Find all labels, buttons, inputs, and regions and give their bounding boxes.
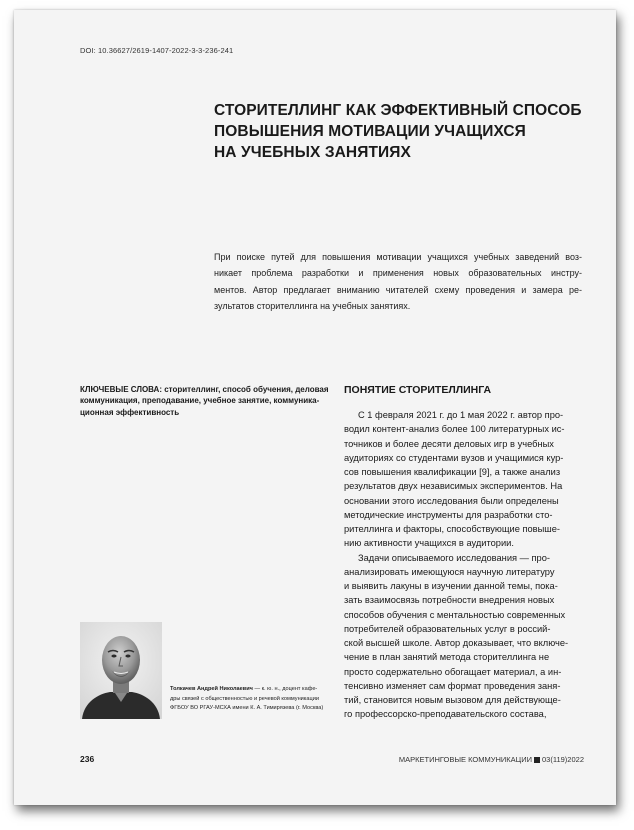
body-line: водил контент-анализ более 100 литературных ис- [344,424,565,435]
body-line: нию активности учащихся в аудитории. [344,538,514,549]
body-line: ской высшей школе. Автор доказывает, что включе- [344,638,569,648]
body-line: потребителей образовательных услуг в россий- [344,623,551,634]
journal-footer [399,755,584,764]
body-line: чение в план занятий метода сторителлинга не [344,652,550,663]
keywords-line: коммуникация, преподавание, учебное занятие, коммуника- [80,396,320,406]
journal-name: МАРКЕТИНГОВЫЕ КОММУНИКАЦИИ [398,755,533,764]
keywords-line: ционная эффективность [80,407,180,417]
body-line: и выявить лакуны в изучении данной темы, пока- [344,581,558,591]
author-portrait-icon [80,622,162,719]
body-line: аудиториях со студентами вузов и учащимися кур- [344,452,564,463]
body-line: Задачи описываемого исследования — про- [358,552,550,563]
author-photo [80,622,162,719]
abstract [214,249,582,314]
body-line: способов обучения с ментальностью современных [344,609,566,620]
doi-label: DOI: 10.36627/2619-1407-2022-3-3-236-241 [80,46,234,55]
body-line: анализировать имеющуюся научную литературу [344,566,555,577]
title-line: ПОВЫШЕНИЯ МОТИВАЦИИ УЧАЩИХСЯ [214,123,526,140]
caption-line [170,685,340,695]
keywords [80,384,330,418]
author-caption [170,685,340,714]
journal-page [14,10,616,805]
body-text [344,408,584,722]
author-degree: — к. ю. н., доцент кафе- [252,686,318,692]
body-line: результатов двух независимых экспериментов. На [344,481,563,492]
caption-line: ФГБОУ ВО РГАУ-МСХА имени К. А. Тимирязева (г. Москва) [170,705,324,712]
body-line: точников и более десяти деловых игр в учебных [344,438,554,449]
body-line: тенсивно изменяет сам формат проведения заня- [344,680,561,691]
abstract-line: зультатов сторителлинга на учебных занятиях. [214,300,411,311]
body-line: основании этого исследования были определены [344,495,559,506]
journal-issue: 03(119)2022 [542,755,584,764]
author-name: Толкачев Андрей Николаевич [170,686,253,692]
caption-line: дры связей с общественностью и речевой коммуникации [170,695,319,702]
body-line: рителлинга и факторы, способствующие повыше- [344,524,561,534]
article-title [214,100,604,163]
abstract-line: При поиске путей для повышения мотивации учащихся учебных заведений воз- [214,252,582,262]
title-line: СТОРИТЕЛЛИНГ КАК ЭФФЕКТИВНЫЙ СПОСОБ [214,102,582,119]
body-line: С 1 февраля 2021 г. до 1 мая 2022 г. автор про- [358,410,564,420]
square-bullet-icon [534,757,540,763]
body-line: сов повышения квалификации [9], а также анализ [344,467,561,477]
title-line: НА УЧЕБНЫХ ЗАНЯТИЯХ [214,144,411,161]
abstract-line: никает проблема разработки и применения новых образовательных инстру- [214,268,582,279]
body-line: просто содержательно обогащает материал, а ин- [344,666,562,677]
body-line: го профессорско-преподавательского состава, [344,709,547,720]
abstract-line: ментов. Автор предлагает вниманию читателей схему проведения и замера ре- [214,284,582,295]
keywords-line: КЛЮЧЕВЫЕ СЛОВА: сторителлинг, способ обучения, деловая [80,385,329,394]
body-line: зать взаимосвязь потребности внедрения новых [344,595,555,606]
body-line: тий, становится новым вызовом для действующе- [344,695,561,705]
body-line: методические инструменты для разработки сто- [344,509,553,520]
page-number: 236 [80,754,95,764]
section-heading: ПОНЯТИЕ СТОРИТЕЛЛИНГА [344,384,492,396]
